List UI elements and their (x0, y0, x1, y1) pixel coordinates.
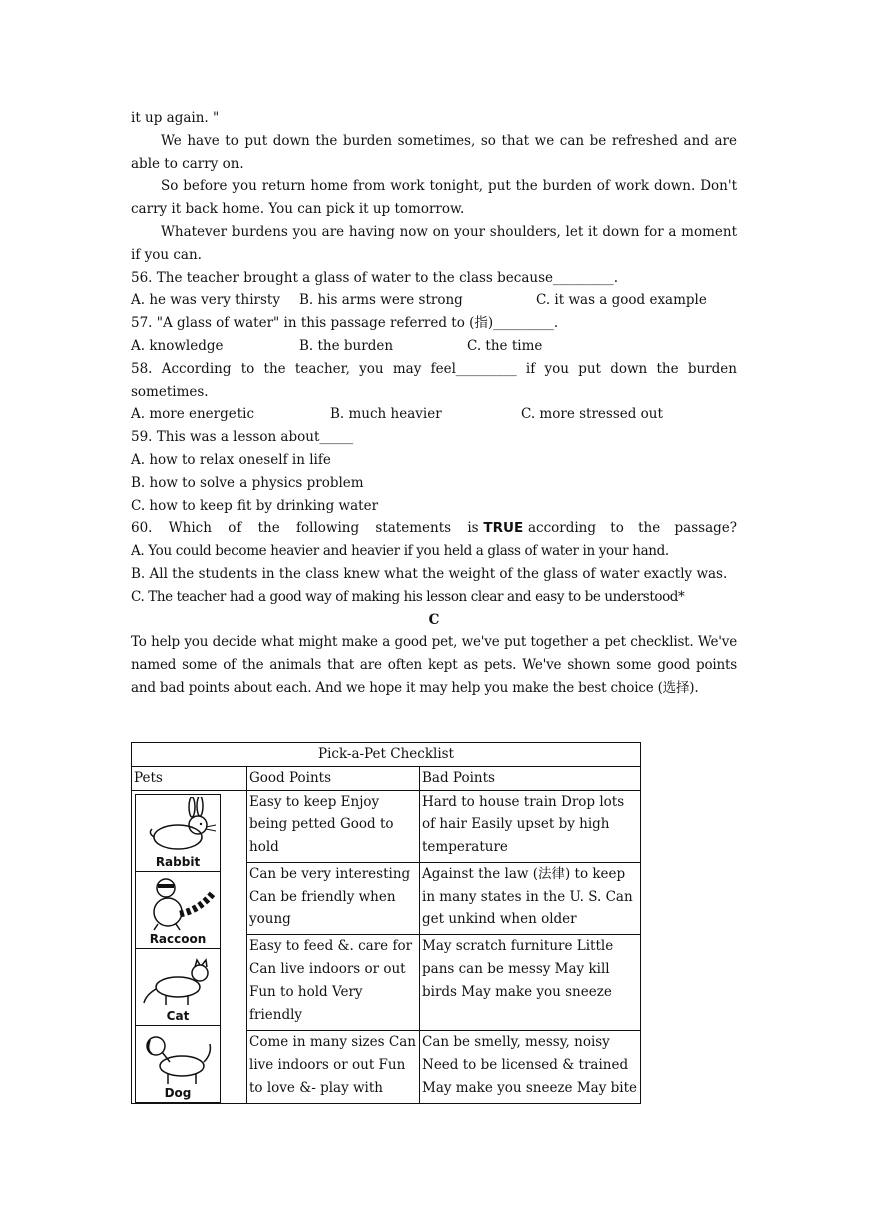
bad-points-raccoon: Against the law (法律) to keep in many states in the U. S. Can get unkind when older (420, 862, 641, 934)
good-points-rabbit: Easy to keep Enjoy being petted Good to hold (247, 790, 420, 862)
question-stem-56: 56. The teacher brought a glass of water to the class because_________. (131, 269, 619, 286)
option-b: B. the burden (299, 337, 394, 354)
header-pets: Pets (132, 766, 247, 790)
passage-line: it up again. " (131, 110, 220, 126)
pet-label-raccoon: Raccoon (149, 931, 207, 946)
bad-points-cat: May scratch furniture Little pans can be messy May kill birds May make you sneeze (420, 935, 641, 1031)
document-page (131, 107, 737, 700)
option-c: C. The teacher had a good way of making his lesson clear and easy to be understood* (131, 588, 685, 605)
question-options-58 (131, 403, 737, 426)
section-heading: C (428, 611, 440, 628)
section-intro: To help you decide what might make a good pet, we've put together a pet checklist. We've named some of the animals that are often kept as pets. We've shown some good points and bad points about each. And we hope it may help you make the best choice (选择). (131, 634, 737, 696)
question-stem-58: 58. According to the teacher, you may feel_________ if you put down the burden sometimes. (131, 360, 737, 400)
raccoon-icon (140, 874, 218, 932)
question-stem-59: 59. This was a lesson about_____ (131, 429, 354, 446)
bad-points-rabbit: Hard to house train Drop lots of hair Easily upset by high temperature (420, 790, 641, 862)
passage-paragraph: We have to put down the burden sometimes, so that we can be refreshed and are able to carry on. (131, 132, 737, 172)
good-points-cat: Easy to feed &. care for Can live indoors or out Fun to hold Very friendly (247, 935, 420, 1031)
option-c: C. the time (467, 337, 543, 354)
pet-label-rabbit: Rabbit (155, 854, 201, 869)
option-c: C. how to keep fit by drinking water (131, 497, 379, 514)
dog-icon (140, 1028, 218, 1086)
option-a: A. knowledge (131, 337, 224, 354)
table-row (132, 790, 641, 862)
bad-points-dog: Can be smelly, messy, noisy Need to be licensed & trained May make you sneeze May bite (420, 1031, 641, 1103)
pet-checklist-table (131, 742, 641, 1104)
header-good-points: Good Points (247, 766, 420, 790)
option-b: B. All the students in the class knew what the weight of the glass of water exactly was. (131, 565, 728, 582)
header-bad-points: Bad Points (420, 766, 641, 790)
pet-label-dog: Dog (164, 1085, 192, 1100)
good-points-raccoon: Can be very interesting Can be friendly when young (247, 862, 420, 934)
table-header-row (132, 766, 641, 790)
option-a: A. he was very thirsty (131, 292, 280, 309)
pet-picture-raccoon (135, 871, 221, 949)
passage-paragraph: Whatever burdens you are having now on your shoulders, let it down for a moment if you can. (131, 223, 737, 263)
emphasis-true: TRUE (483, 520, 524, 537)
cat-icon (140, 951, 218, 1009)
table-title-row (132, 743, 641, 767)
good-points-dog: Come in many sizes Can live indoors or out Fun to love &- play with (247, 1031, 420, 1103)
question-options-57 (131, 335, 737, 358)
table-title: Pick-a-Pet Checklist (132, 743, 641, 767)
option-a: A. how to relax oneself in life (131, 451, 331, 468)
option-c: C. more stressed out (521, 406, 663, 423)
pet-picture-cat (135, 948, 221, 1026)
pets-image-cell (132, 790, 247, 1103)
pet-label-cat: Cat (166, 1008, 190, 1023)
rabbit-icon (140, 797, 218, 855)
stem-text: 60. Which of the following statements is (131, 520, 479, 537)
stem-text: according to the passage? (527, 520, 737, 537)
question-stem-57: 57. "A glass of water" in this passage referred to (指)_________. (131, 315, 559, 332)
option-c: C. it was a good example (536, 292, 707, 309)
option-b: B. how to solve a physics problem (131, 474, 364, 491)
option-a: A. You could become heavier and heavier if you held a glass of water in your hand. (131, 543, 669, 560)
option-b: B. his arms were strong (299, 292, 463, 309)
question-stem-60 (131, 517, 737, 540)
option-a: A. more energetic (131, 406, 255, 423)
option-b: B. much heavier (330, 406, 442, 423)
pet-picture-dog (135, 1025, 221, 1103)
pet-picture-rabbit (135, 794, 221, 872)
question-options-56 (131, 289, 737, 312)
passage-paragraph: So before you return home from work tonight, put the burden of work down. Don't carry it back home. You can pick it up tomorrow. (131, 178, 737, 218)
